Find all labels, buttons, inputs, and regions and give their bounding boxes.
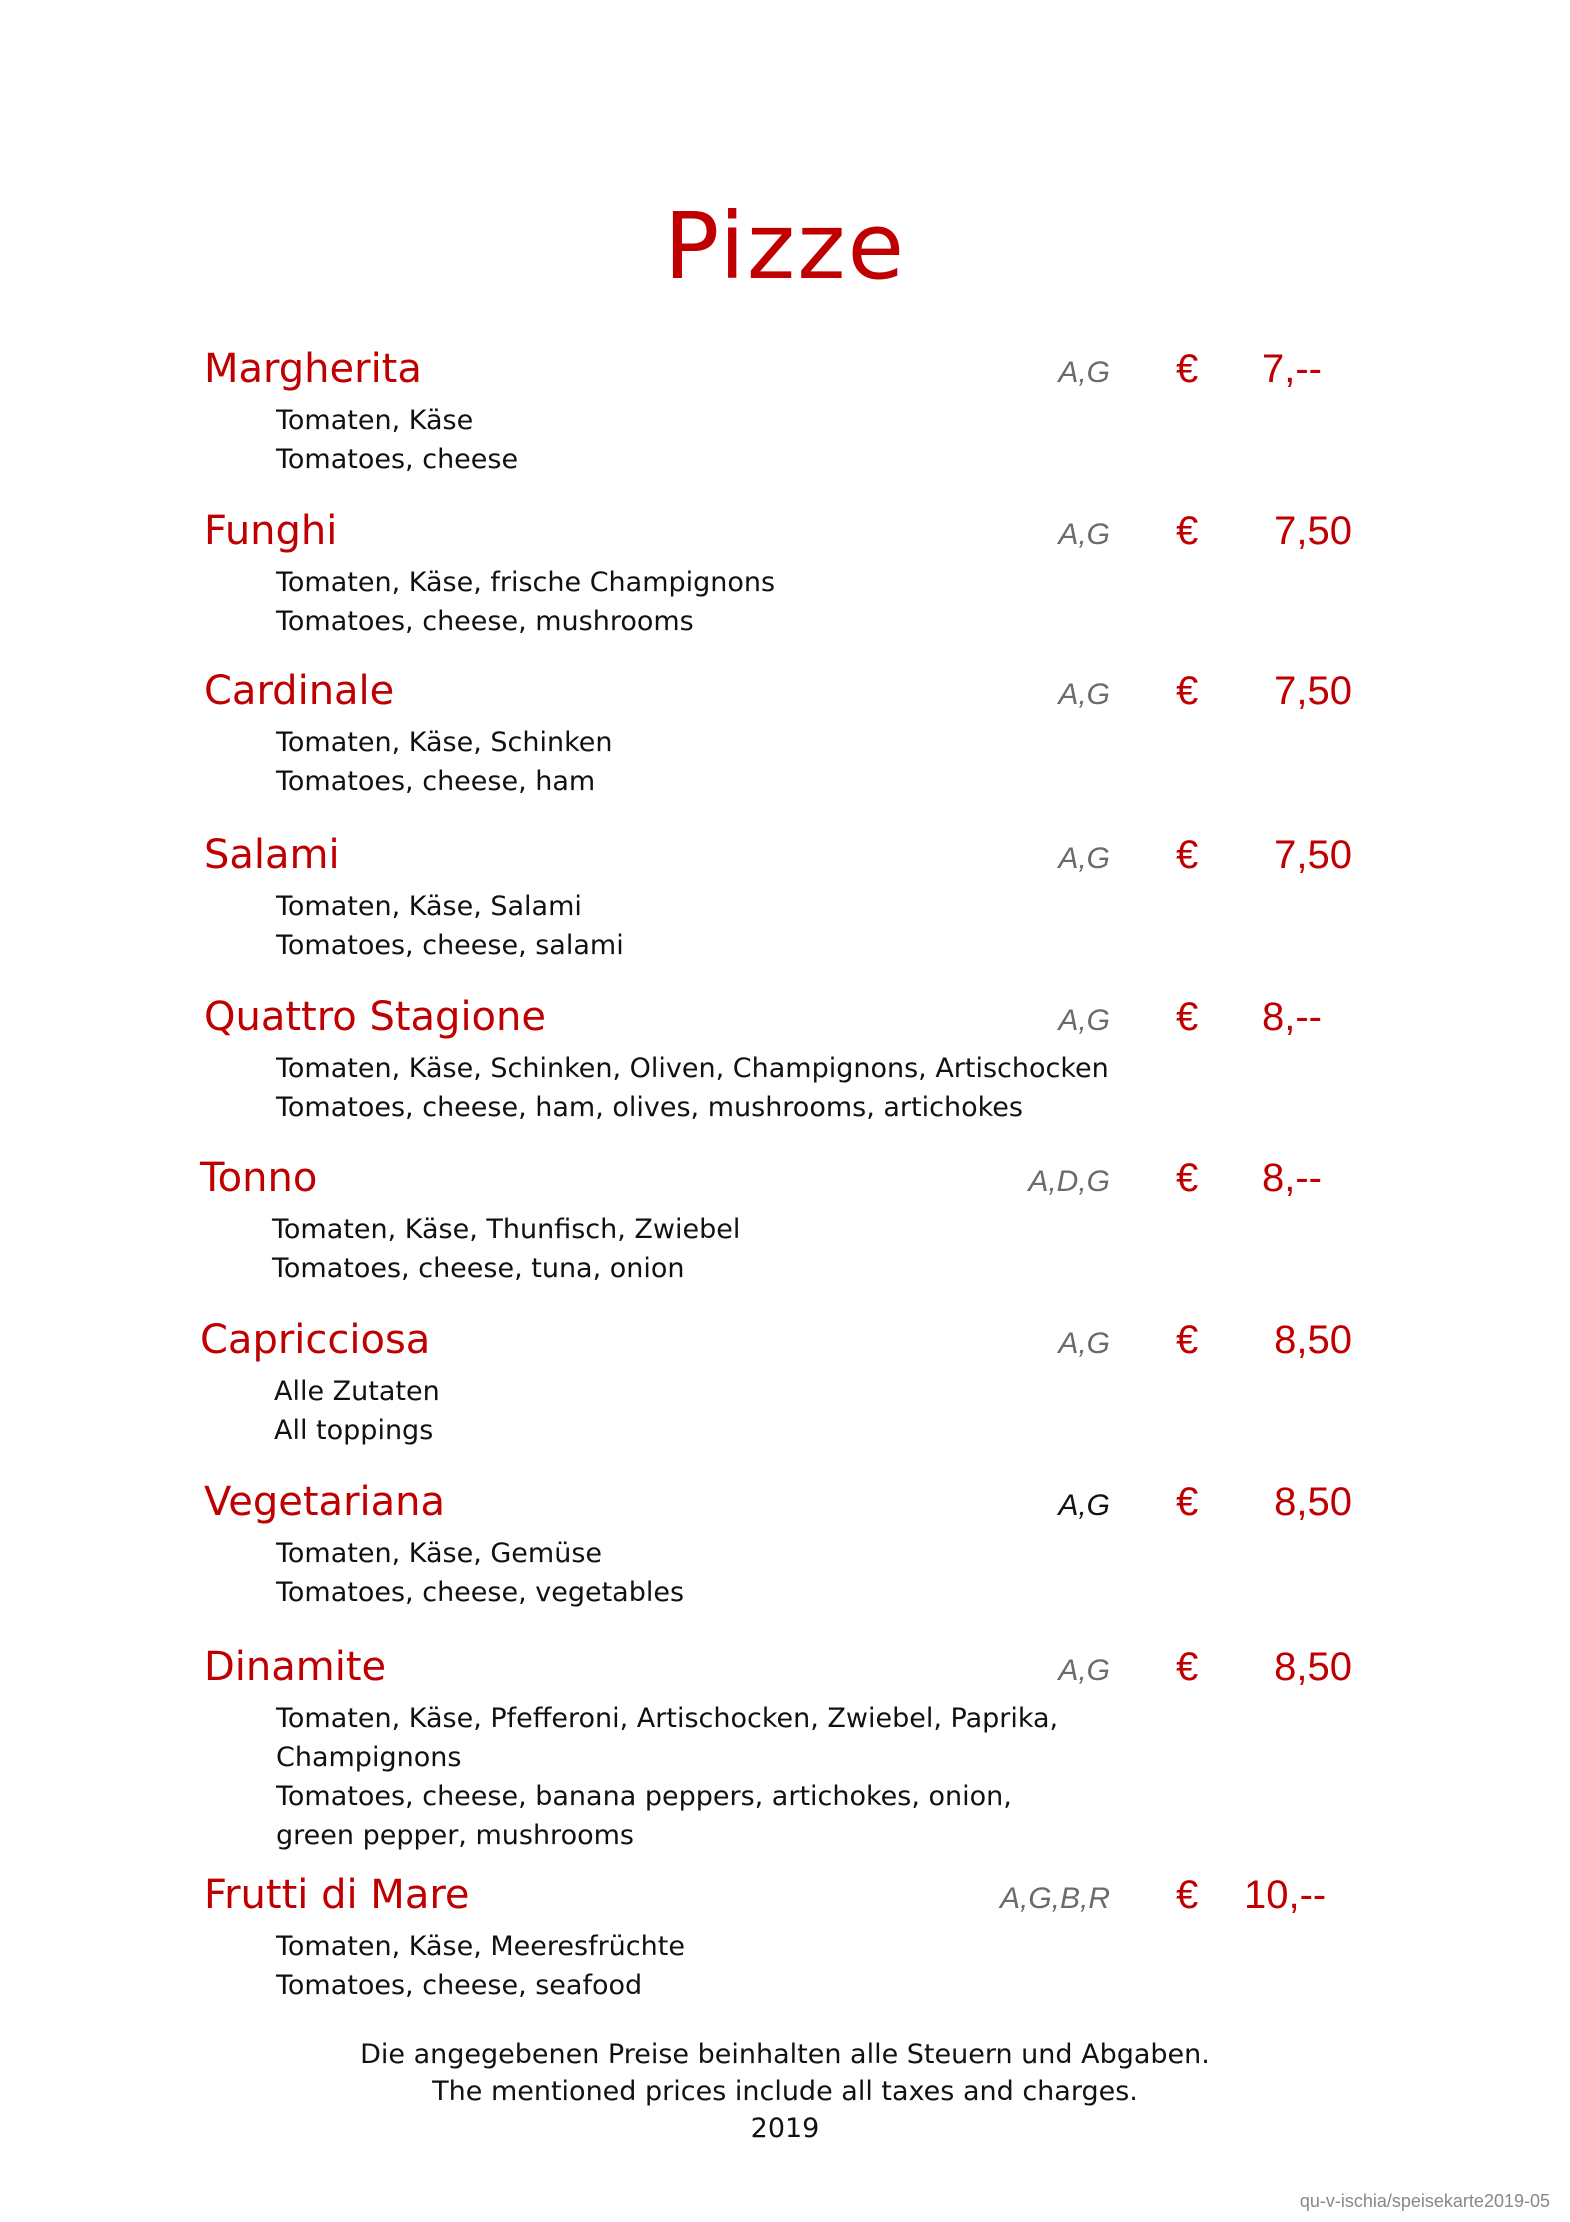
- description-english: Tomatoes, cheese, salami: [276, 930, 624, 961]
- description-english: Tomatoes, cheese: [276, 444, 519, 475]
- description-english: Tomatoes, cheese, seafood: [276, 1970, 643, 2001]
- currency-symbol: €: [1176, 995, 1199, 1039]
- allergen-codes: A,G: [1058, 842, 1110, 875]
- allergen-codes: A,D,G: [1028, 1165, 1110, 1198]
- allergen-codes: A,G: [1058, 518, 1110, 551]
- item-price: 8,50: [1274, 1480, 1352, 1524]
- source-path-label: qu-v-ischia/speisekarte2019-05: [1299, 2191, 1550, 2211]
- item-price: 8,50: [1274, 1318, 1352, 1362]
- allergen-codes: A,G: [1058, 1004, 1110, 1037]
- description-german: Tomaten, Käse, Schinken, Oliven, Champignons, Artischocken: [276, 1053, 1109, 1084]
- allergen-codes: A,G: [1058, 678, 1110, 711]
- currency-symbol: €: [1176, 1645, 1199, 1689]
- description-english: Tomatoes, cheese, tuna, onion: [272, 1253, 685, 1284]
- price-note-english: The mentioned prices include all taxes and charges.: [432, 2076, 1138, 2107]
- description-german: Tomaten, Käse, Pfefferoni, Artischocken, Zwiebel, Paprika,: [276, 1703, 1059, 1734]
- item-price: 8,50: [1274, 1645, 1352, 1689]
- item-description: [276, 1049, 1176, 1127]
- item-name: Salami: [204, 832, 340, 878]
- item-price: 7,50: [1274, 833, 1352, 877]
- currency-symbol: €: [1176, 669, 1199, 713]
- item-price: 7,50: [1274, 509, 1352, 553]
- description-english: Tomatoes, cheese, vegetables: [276, 1577, 685, 1608]
- description-german: Tomaten, Käse, Gemüse: [276, 1538, 602, 1569]
- description-german: Alle Zutaten: [274, 1376, 440, 1407]
- currency-symbol: €: [1176, 1480, 1199, 1524]
- item-price: 7,50: [1274, 669, 1352, 713]
- currency-symbol: €: [1176, 833, 1199, 877]
- description-english: Tomatoes, cheese, ham, olives, mushrooms, artichokes: [276, 1092, 1023, 1123]
- item-description: [276, 1927, 1176, 2005]
- description-german: Tomaten, Käse, Thunfisch, Zwiebel: [272, 1214, 741, 1245]
- description-german: Tomaten, Käse, frische Champignons: [276, 567, 776, 598]
- allergen-codes: A,G: [1058, 356, 1110, 389]
- allergen-codes: A,G: [1058, 1654, 1110, 1687]
- description-german: Tomaten, Käse, Meeresfrüchte: [276, 1931, 685, 1962]
- description-german: Tomaten, Käse, Salami: [276, 891, 582, 922]
- item-price: 10,--: [1244, 1873, 1327, 1917]
- item-description: [276, 1534, 1176, 1612]
- currency-symbol: €: [1176, 509, 1199, 553]
- item-description: [276, 723, 1176, 801]
- item-price: 8,--: [1262, 995, 1322, 1039]
- item-name: Capricciosa: [200, 1317, 431, 1363]
- description-english: Tomatoes, cheese, ham: [276, 766, 596, 797]
- item-name: Quattro Stagione: [204, 994, 546, 1040]
- item-name: Vegetariana: [204, 1479, 445, 1525]
- item-name: Dinamite: [204, 1644, 387, 1690]
- item-description: [276, 401, 1176, 479]
- currency-symbol: €: [1176, 1318, 1199, 1362]
- item-name: Tonno: [200, 1155, 318, 1201]
- description-english: All toppings: [274, 1415, 434, 1446]
- item-name: Margherita: [204, 346, 422, 392]
- page-title: Pizze: [663, 193, 907, 300]
- item-name: Frutti di Mare: [204, 1872, 470, 1918]
- item-description: [272, 1210, 1172, 1288]
- description-english: Tomatoes, cheese, mushrooms: [276, 606, 694, 637]
- price-note: [0, 2036, 1570, 2147]
- price-note-german: Die angegebenen Preise beinhalten alle Steuern und Abgaben.: [360, 2039, 1210, 2070]
- description-english: green pepper, mushrooms: [276, 1820, 634, 1851]
- allergen-codes: A,G: [1058, 1327, 1110, 1360]
- description-german: Tomaten, Käse: [276, 405, 474, 436]
- menu-year: 2019: [750, 2113, 820, 2144]
- item-description: [276, 563, 1176, 641]
- allergen-codes: A,G: [1058, 1489, 1110, 1522]
- item-description: [274, 1372, 1174, 1450]
- description-german: Champignons: [276, 1742, 462, 1773]
- item-name: Funghi: [204, 508, 338, 554]
- currency-symbol: €: [1176, 347, 1199, 391]
- description-english: Tomatoes, cheese, banana peppers, artichokes, onion,: [276, 1781, 1012, 1812]
- currency-symbol: €: [1176, 1156, 1199, 1200]
- allergen-codes: A,G,B,R: [999, 1882, 1110, 1915]
- currency-symbol: €: [1176, 1873, 1199, 1917]
- item-name: Cardinale: [204, 668, 395, 714]
- item-description: [276, 1699, 1176, 1855]
- item-description: [276, 887, 1176, 965]
- description-german: Tomaten, Käse, Schinken: [276, 727, 613, 758]
- item-price: 8,--: [1262, 1156, 1322, 1200]
- item-price: 7,--: [1262, 347, 1322, 391]
